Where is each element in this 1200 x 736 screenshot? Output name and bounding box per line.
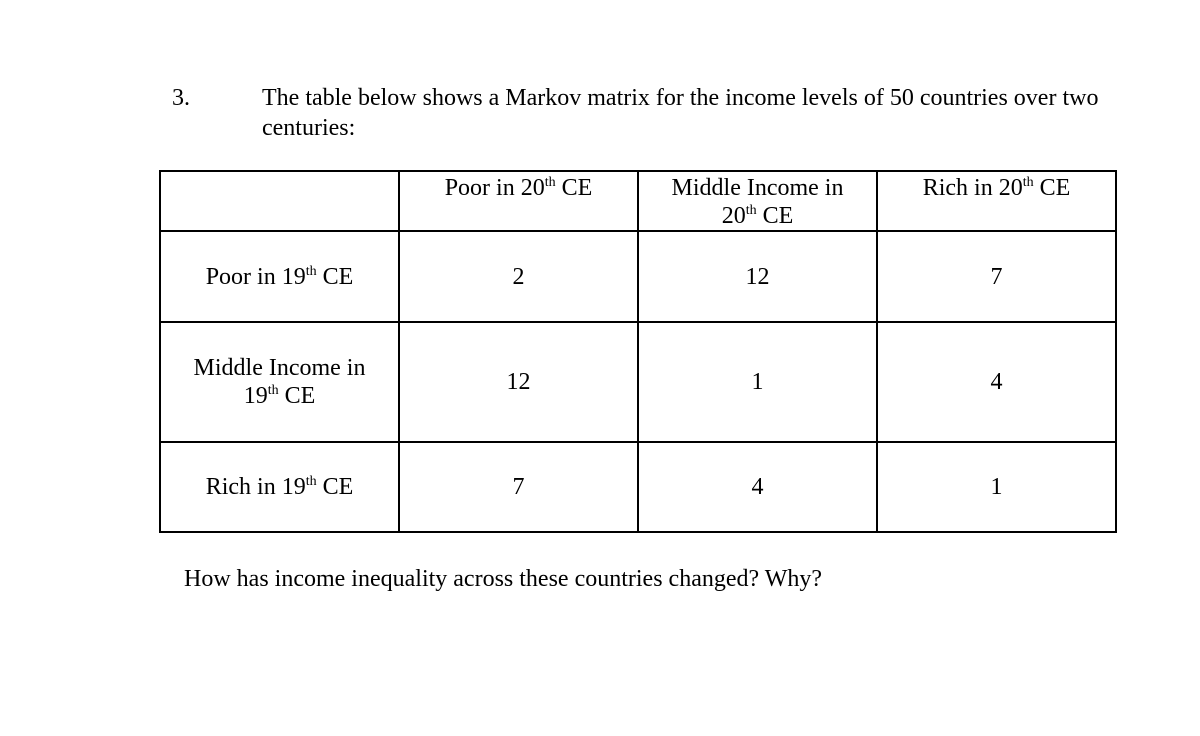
cell-value: 7: [399, 442, 638, 532]
row-label-rich-19th: Rich in 19th CE: [160, 442, 399, 532]
cell-value: 1: [638, 322, 877, 442]
cell-value: 12: [638, 231, 877, 322]
cell-value: 2: [399, 231, 638, 322]
cell-value: 4: [877, 322, 1116, 442]
col-header-middle-20th: Middle Income in 20th CE: [638, 171, 877, 231]
followup-question: How has income inequality across these countries changed? Why?: [184, 566, 823, 592]
cell-value: 7: [877, 231, 1116, 322]
table-row-middle-19th: [160, 322, 1116, 442]
col-header-poor-20th: Poor in 20th CE: [399, 171, 638, 231]
row-label-middle-19th: Middle Income in 19th CE: [160, 322, 399, 442]
question-number: 3.: [172, 85, 190, 111]
table-row-rich-19th: [160, 442, 1116, 532]
cell-value: 4: [638, 442, 877, 532]
question-prompt: The table below shows a Markov matrix for the income levels of 50 countries over two centuries:: [262, 85, 1099, 141]
row-label-poor-19th: Poor in 19th CE: [160, 231, 399, 322]
markov-matrix-table: [159, 170, 1117, 533]
table-row-poor-19th: [160, 231, 1116, 322]
cell-value: 12: [399, 322, 638, 442]
col-header-rich-20th: Rich in 20th CE: [877, 171, 1116, 231]
cell-value: 1: [877, 442, 1116, 532]
corner-cell: [160, 171, 399, 231]
table-header-row: [160, 171, 1116, 231]
